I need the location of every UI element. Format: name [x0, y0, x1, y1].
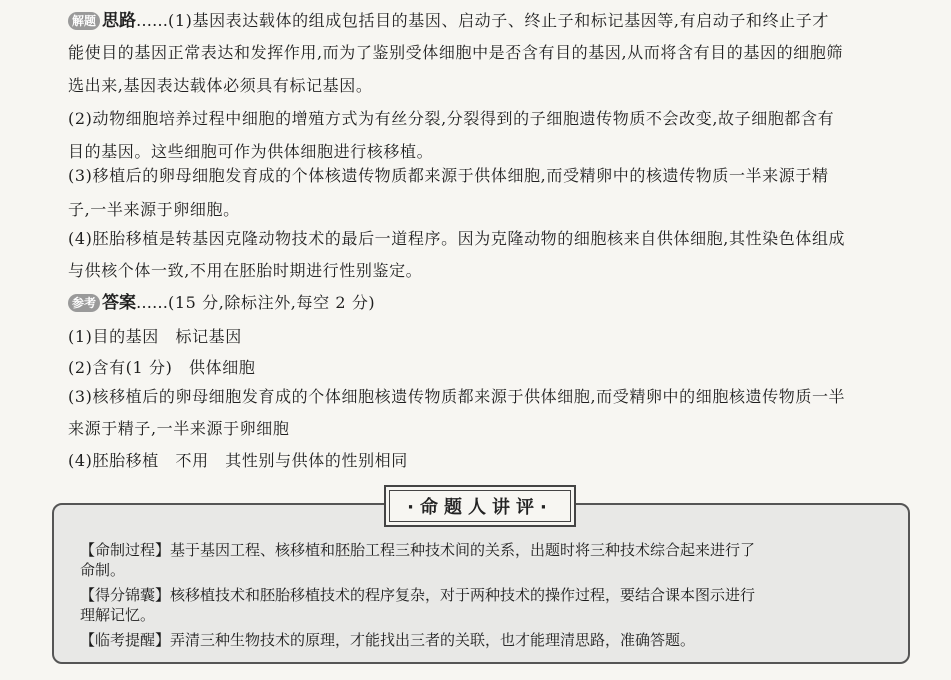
review-title: ·命题人讲评·: [407, 497, 553, 518]
review-line: 【临考提醒】弄清三种生物技术的原理，才能找出三者的关联，也才能理清思路，准确答题。: [80, 631, 696, 649]
solution-badge: 解题: [68, 12, 100, 30]
solution-text-line: 能使目的基因正常表达和发挥作用,而为了鉴别受体细胞中是否含有目的基因,从而将含有目的基因的细胞筛: [68, 43, 843, 62]
answer-heading: 答案: [102, 293, 137, 313]
solution-text-line: (3)移植后的卵母细胞发育成的个体核遗传物质都来源于供体细胞,而受精卵中的核遗传物质一半来源于精: [68, 166, 829, 185]
review-line: 【得分锦囊】核移植技术和胚胎移植技术的程序复杂，对于两种技术的操作过程，要结合课本图示进行: [80, 586, 756, 604]
review-line: 命制。: [80, 561, 126, 579]
solution-text-line: (4)胚胎移植是转基因克隆动物技术的最后一道程序。因为克隆动物的细胞核来自供体细胞,其性染色体组成: [68, 229, 846, 248]
solution-text-line: (1)基因表达载体的组成包括目的基因、启动子、终止子和标记基因等,有启动子和终止子才: [168, 11, 829, 30]
answer-line: (1)目的基因 标记基因: [68, 327, 242, 346]
review-title-box: [384, 485, 576, 527]
solution-heading-line: [68, 11, 908, 31]
answer-scoring-note: (15 分,除标注外,每空 2 分): [168, 293, 376, 312]
answer-line: (2)含有(1 分) 供体细胞: [68, 358, 256, 377]
answer-dots: ……: [136, 293, 169, 312]
review-line: 【命制过程】基于基因工程、核移植和胚胎工程三种技术间的关系，出题时将三种技术综合起来进行了: [80, 541, 756, 559]
solution-text-line: 子,一半来源于卵细胞。: [68, 200, 240, 219]
answer-line: (4)胚胎移植 不用 其性别与供体的性别相同: [68, 451, 408, 470]
solution-text-line: 与供核个体一致,不用在胚胎时期进行性别鉴定。: [68, 261, 423, 280]
solution-text-line: 目的基因。这些细胞可作为供体细胞进行核移植。: [68, 142, 434, 161]
solution-heading: 思路: [102, 11, 137, 31]
solution-text-line: (2)动物细胞培养过程中细胞的增殖方式为有丝分裂,分裂得到的子细胞遗传物质不会改变,故子细胞都含有: [68, 109, 835, 128]
answer-heading-line: [68, 293, 908, 313]
solution-text-line: 选出来,基因表达载体必须具有标记基因。: [68, 76, 373, 95]
answer-line: (3)核移植后的卵母细胞发育成的个体细胞核遗传物质都来源于供体细胞,而受精卵中的细胞核遗传物质一半: [68, 387, 846, 406]
solution-dots: ……: [136, 11, 169, 30]
review-line: 理解记忆。: [80, 606, 156, 624]
answer-badge: 参考: [68, 294, 100, 312]
answer-line: 来源于精子,一半来源于卵细胞: [68, 419, 290, 438]
